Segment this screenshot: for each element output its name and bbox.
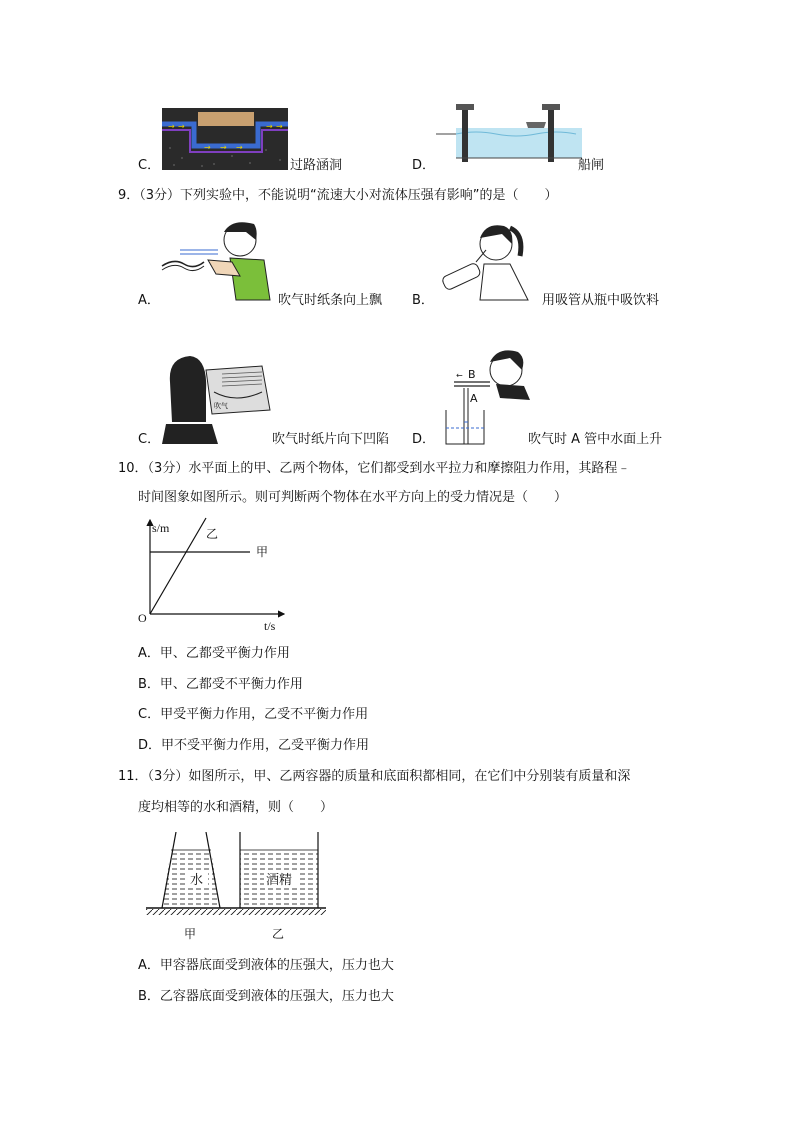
st-graph xyxy=(138,516,288,630)
q8-option-c-caption: 过路涵洞 xyxy=(290,158,343,173)
q8-option-d-letter: D． xyxy=(412,158,436,173)
svg-text:→: → xyxy=(236,143,243,152)
q9-option-a-caption: 吹气时纸条向上飘 xyxy=(278,293,383,308)
girl-straw-figure xyxy=(440,216,536,302)
svg-text:→: → xyxy=(276,122,283,131)
boy-tube-beaker-figure xyxy=(440,344,532,448)
q11-option-a: A．甲容器底面受到液体的压强大，压力也大 xyxy=(138,958,394,973)
container-jia-label: 甲 xyxy=(184,927,197,941)
container-jia-liquid: 水 xyxy=(190,873,204,888)
q10-stem-line1: 10．（3分）水平面上的甲、乙两个物体，它们都受到水平拉力和摩擦阻力作用，其路程﹣ xyxy=(118,461,631,476)
q9-option-d-letter: D． xyxy=(412,432,436,447)
q9-option-d-label-a: A xyxy=(470,392,478,405)
q11-stem-line1: 11．（3分）如图所示，甲、乙两容器的质量和底面积都相同，在它们中分别装有质量和深 xyxy=(118,769,631,784)
q10-option-d: D．甲不受平衡力作用，乙受平衡力作用 xyxy=(138,738,370,753)
q9-option-c-letter: C． xyxy=(138,432,161,447)
svg-text:←: ← xyxy=(456,371,463,380)
series-jia-label: 甲 xyxy=(256,545,269,559)
container-yi-label: 乙 xyxy=(272,927,285,941)
origin-label: O xyxy=(138,611,147,625)
svg-text:→: → xyxy=(266,122,273,131)
q10-option-c: C．甲受平衡力作用，乙受不平衡力作用 xyxy=(138,707,369,722)
q8-option-c-letter: C． xyxy=(138,158,161,173)
q9-option-d-caption: 吹气时 A 管中水面上升 xyxy=(528,432,663,447)
q10-option-b: B．甲、乙都受不平衡力作用 xyxy=(138,677,303,692)
q9-option-c-caption: 吹气时纸片向下凹陷 xyxy=(272,432,390,447)
series-yi-label: 乙 xyxy=(206,527,219,541)
q9-option-c-fig-text: 吹气 xyxy=(214,402,228,410)
q10-option-a: A．甲、乙都受平衡力作用 xyxy=(138,646,290,661)
q9-option-b-caption: 用吸管从瓶中吸饮料 xyxy=(542,293,660,308)
y-axis-label: s/m xyxy=(152,521,170,535)
svg-text:→: → xyxy=(178,122,185,131)
q8-option-d-caption: 船闸 xyxy=(578,158,605,173)
q9-stem: 9．（3分）下列实验中，不能说明“流速大小对流体压强有影响”的是（ ） xyxy=(118,188,558,203)
containers-figure xyxy=(140,832,330,942)
man-blowing-card-figure xyxy=(162,352,272,444)
svg-text:→: → xyxy=(204,143,211,152)
q9-option-d-label-b: B xyxy=(468,368,476,381)
q11-option-b: B．乙容器底面受到液体的压强大，压力也大 xyxy=(138,989,394,1004)
q11-stem-line2: 度均相等的水和酒精，则（ ） xyxy=(138,800,334,815)
q9-option-a-letter: A． xyxy=(138,293,160,308)
container-yi-liquid: 酒精 xyxy=(266,873,293,888)
ship-lock-figure xyxy=(436,100,582,162)
q10-stem-line2: 时间图象如图所示。则可判断两个物体在水平方向上的受力情况是（ ） xyxy=(138,490,568,505)
culvert-figure xyxy=(162,108,288,170)
svg-text:→: → xyxy=(168,122,175,131)
svg-text:→: → xyxy=(220,143,227,152)
q9-option-b-letter: B． xyxy=(412,293,434,308)
x-axis-label: t/s xyxy=(264,619,276,630)
boy-blowing-paper-figure xyxy=(160,214,276,304)
